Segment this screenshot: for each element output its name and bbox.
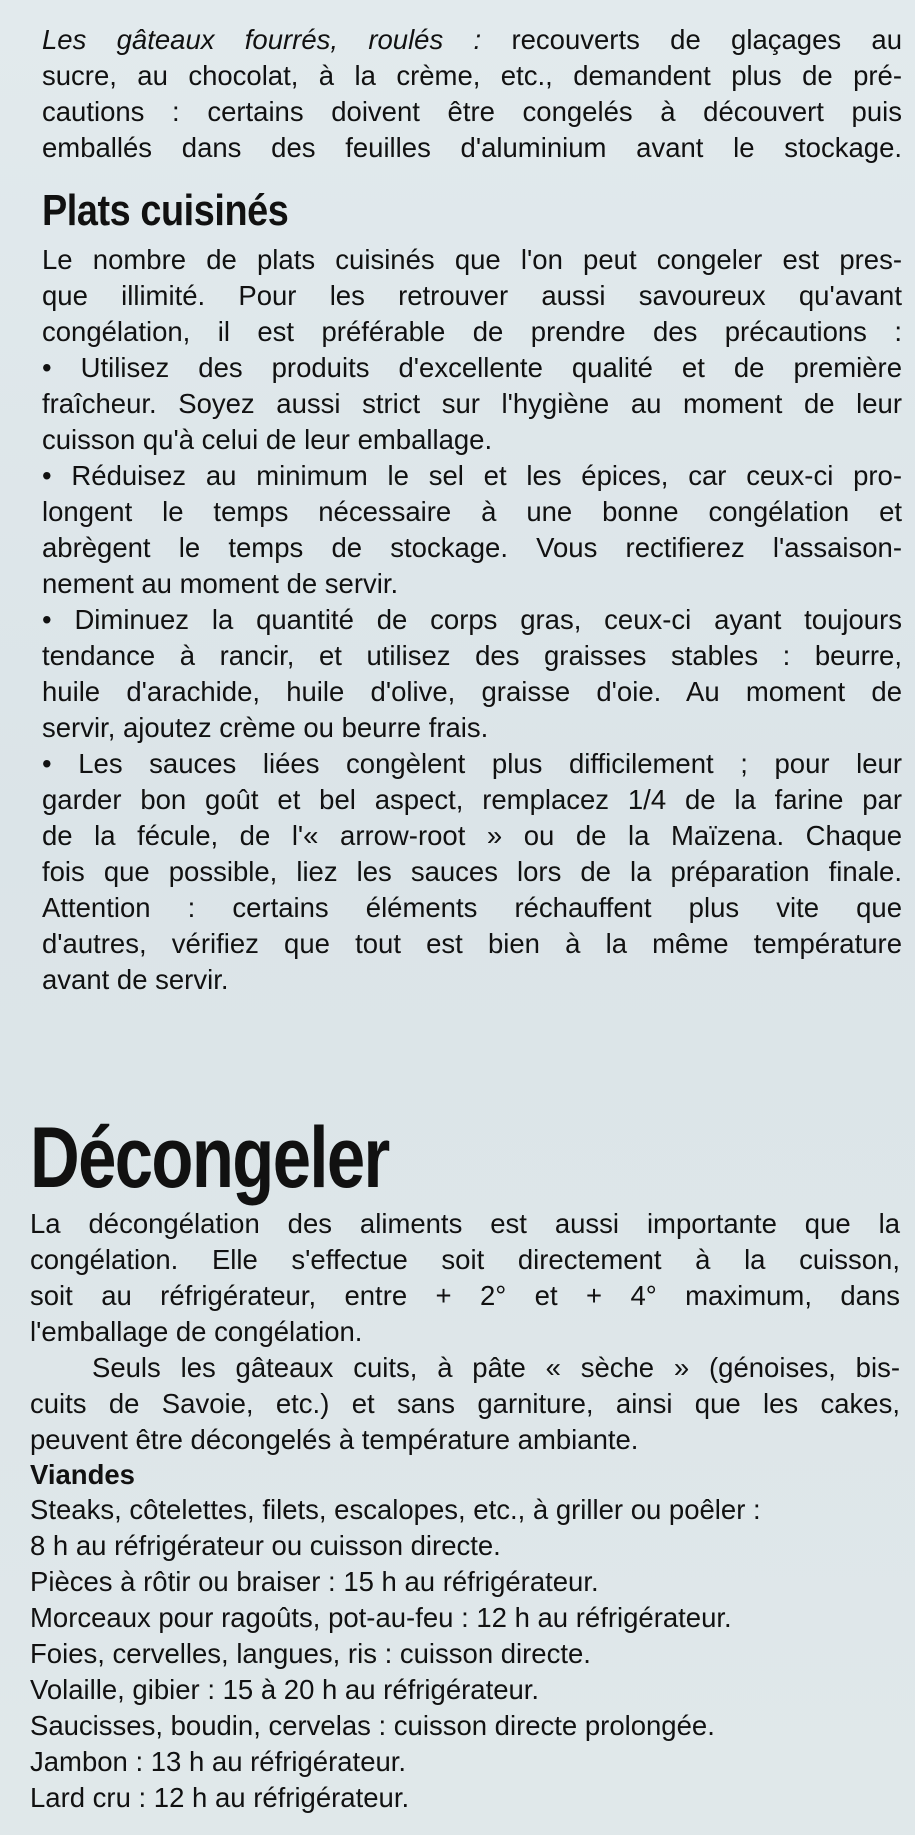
main-heading: Décongeler xyxy=(30,1110,389,1206)
list-item: Lard cru : 12 h au réfrigérateur. xyxy=(30,1782,410,1813)
text-line: l'emballage de congélation. xyxy=(30,1316,363,1347)
text-line: longent le temps nécessaire à une bonne congélation et xyxy=(42,496,902,527)
text-line: avant de servir. xyxy=(42,964,229,995)
text-line: cuisson qu'à celui de leur emballage. xyxy=(42,424,493,455)
text-line: servir, ajoutez crème ou beurre frais. xyxy=(42,712,489,743)
list-item: Volaille, gibier : 15 à 20 h au réfrigérateur. xyxy=(30,1674,540,1705)
text-line: nement au moment de servir. xyxy=(42,568,399,599)
text-line: huile d'arachide, huile d'olive, graisse d'oie. Au moment de xyxy=(42,676,902,707)
list-item: Morceaux pour ragoûts, pot-au-feu : 12 h au réfrigérateur. xyxy=(30,1602,732,1633)
text-line: abrègent le temps de stockage. Vous rectifierez l'assaison- xyxy=(42,532,902,563)
text-line: Le nombre de plats cuisinés que l'on peut congeler est pres- xyxy=(42,244,902,275)
text-line: • Utilisez des produits d'excellente qualité et de première xyxy=(42,352,902,383)
text-line: peuvent être décongelés à température ambiante. xyxy=(30,1424,639,1455)
list-item: Steaks, côtelettes, filets, escalopes, etc., à griller ou poêler : xyxy=(30,1494,761,1525)
text-line: • Réduisez au minimum le sel et les épices, car ceux-ci pro- xyxy=(42,460,902,491)
text-line: de la fécule, de l'« arrow-root » ou de la Maïzena. Chaque xyxy=(42,820,902,851)
list-item: Pièces à rôtir ou braiser : 15 h au réfrigérateur. xyxy=(30,1566,599,1597)
text-line: que illimité. Pour les retrouver aussi savoureux qu'avant xyxy=(42,280,902,311)
italic-lead: Les gâteaux fourrés, roulés : xyxy=(42,24,482,55)
text-line: emballés dans des feuilles d'aluminium avant le stockage. xyxy=(42,132,902,163)
subheading-viandes: Viandes xyxy=(30,1459,135,1490)
text-line: • Diminuez la quantité de corps gras, ceux-ci ayant toujours xyxy=(42,604,902,635)
text-line: La décongélation des aliments est aussi importante que la xyxy=(30,1208,900,1239)
text-line: soit au réfrigérateur, entre + 2° et + 4° maximum, dans xyxy=(30,1280,900,1311)
decongeler-section xyxy=(30,1110,900,1816)
section-spacer xyxy=(0,998,915,1110)
list-item: Jambon : 13 h au réfrigérateur. xyxy=(30,1746,407,1777)
text-line: Seuls les gâteaux cuits, à pâte « sèche » (génoises, bis- xyxy=(92,1352,900,1383)
text-line: Les gâteaux fourrés, roulés : recouverts de glaçages au xyxy=(42,24,903,55)
text-line: congélation. Elle s'effectue soit directement à la cuisson, xyxy=(30,1244,900,1275)
text-line: cautions : certains doivent être congelés à découvert puis xyxy=(42,96,902,127)
text-line: cuits de Savoie, etc.) et sans garniture, ainsi que les cakes, xyxy=(30,1388,900,1419)
list-item: Saucisses, boudin, cervelas : cuisson directe prolongée. xyxy=(30,1710,715,1741)
section-heading: Plats cuisinés xyxy=(42,186,289,235)
text-line: tendance à rancir, et utilisez des graisses stables : beurre, xyxy=(42,640,902,671)
text-line: garder bon goût et bel aspect, remplacez 1/4 de la farine par xyxy=(42,784,902,815)
intro-section xyxy=(42,22,902,166)
plats-section xyxy=(42,184,902,998)
list-item: 8 h au réfrigérateur ou cuisson directe. xyxy=(30,1530,501,1561)
text-line: d'autres, vérifiez que tout est bien à la même température xyxy=(42,928,902,959)
text-line: sucre, au chocolat, à la crème, etc., demandent plus de pré- xyxy=(42,60,902,91)
text-line: fois que possible, liez les sauces lors de la préparation finale. xyxy=(42,856,902,887)
list-item: Foies, cervelles, langues, ris : cuisson directe. xyxy=(30,1638,591,1669)
text-line: fraîcheur. Soyez aussi strict sur l'hygiène au moment de leur xyxy=(42,388,902,419)
text-line: • Les sauces liées congèlent plus difficilement ; pour leur xyxy=(42,748,902,779)
text-line: Attention : certains éléments réchauffent plus vite que xyxy=(42,892,902,923)
text-line: congélation, il est préférable de prendre des précautions : xyxy=(42,316,902,347)
